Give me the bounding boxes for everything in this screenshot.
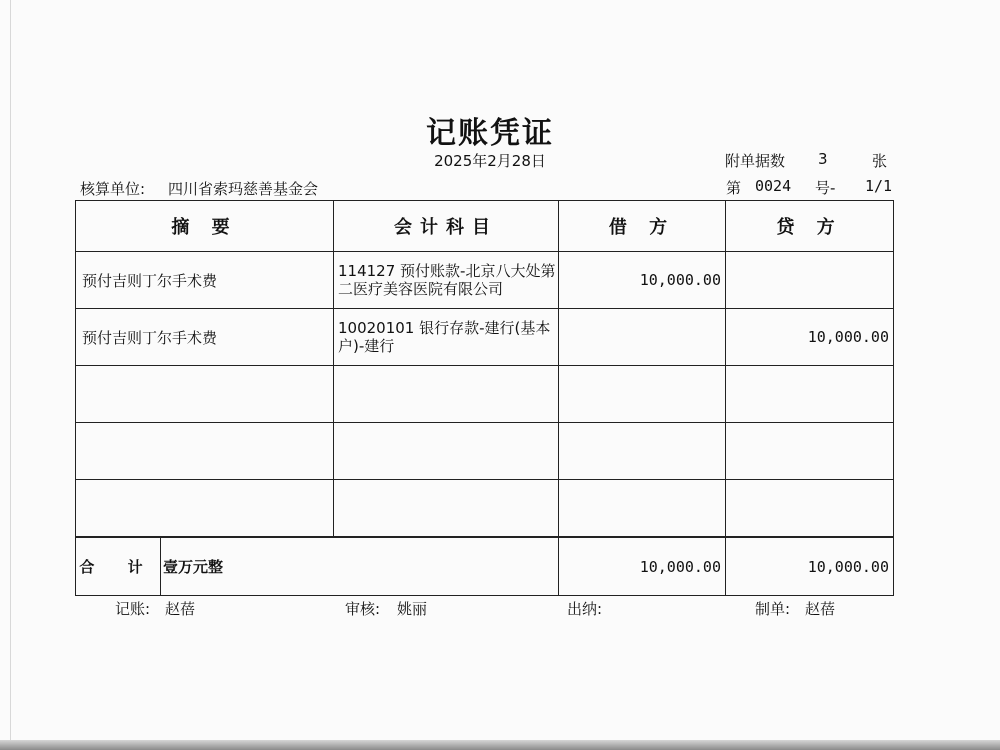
scan-edge-bottom <box>0 740 1000 750</box>
voucher-title: 记账凭证 <box>426 116 554 151</box>
accounting-unit-label: 核算单位: <box>80 180 146 198</box>
table-row <box>76 252 894 309</box>
row-credit <box>726 252 894 309</box>
voucher-number-prefix: 第 <box>726 179 742 197</box>
empty-row <box>76 423 894 480</box>
row-debit <box>559 309 726 366</box>
voucher-table <box>75 200 894 596</box>
total-debit: 10,000.00 <box>559 537 726 596</box>
bookkeeper-name: 赵蓓 <box>165 600 196 618</box>
row-summary: 预付吉则丁尔手术费 <box>76 309 334 366</box>
attachments-count: 3 <box>818 150 828 168</box>
empty-cell <box>559 480 726 538</box>
total-label: 合 计 <box>76 537 161 596</box>
empty-cell <box>334 480 559 538</box>
table-row <box>76 309 894 366</box>
empty-cell <box>726 480 894 538</box>
scan-edge-left <box>10 0 11 740</box>
reviewer-name: 姚丽 <box>397 600 428 618</box>
preparer-name: 赵蓓 <box>805 600 836 618</box>
header-account: 会计科目 <box>334 201 559 252</box>
bookkeeper-label: 记账: <box>115 600 151 618</box>
row-account: 114127 预付账款-北京八大处第二医疗美容医院有限公司 <box>334 252 559 309</box>
voucher-date: 2025年2月28日 <box>434 152 546 170</box>
header-credit: 贷 方 <box>726 201 894 252</box>
total-amount-in-words: 壹万元整 <box>161 537 559 596</box>
row-summary: 预付吉则丁尔手术费 <box>76 252 334 309</box>
accounting-unit-value: 四川省索玛慈善基金会 <box>168 180 319 198</box>
empty-row <box>76 480 894 538</box>
voucher-number: 0024 <box>755 177 792 195</box>
empty-cell <box>76 423 334 480</box>
row-debit: 10,000.00 <box>559 252 726 309</box>
total-credit: 10,000.00 <box>726 537 894 596</box>
total-row <box>76 537 894 596</box>
row-credit: 10,000.00 <box>726 309 894 366</box>
voucher-number-suffix: 号- <box>815 179 836 197</box>
empty-cell <box>559 423 726 480</box>
attachments-label: 附单据数 <box>725 152 786 170</box>
table-header-row <box>76 201 894 252</box>
attachments-unit: 张 <box>872 152 888 170</box>
empty-cell <box>726 366 894 423</box>
empty-cell <box>559 366 726 423</box>
empty-row <box>76 366 894 423</box>
header-debit: 借 方 <box>559 201 726 252</box>
row-account: 10020101 银行存款-建行(基本户)-建行 <box>334 309 559 366</box>
reviewer-label: 审核: <box>345 600 381 618</box>
empty-cell <box>334 423 559 480</box>
empty-cell <box>334 366 559 423</box>
empty-cell <box>726 423 894 480</box>
header-summary: 摘 要 <box>76 201 334 252</box>
empty-cell <box>76 366 334 423</box>
cashier-label: 出纳: <box>567 600 603 618</box>
empty-cell <box>76 480 334 538</box>
voucher-page-number: 1/1 <box>865 177 893 195</box>
preparer-label: 制单: <box>755 600 791 618</box>
